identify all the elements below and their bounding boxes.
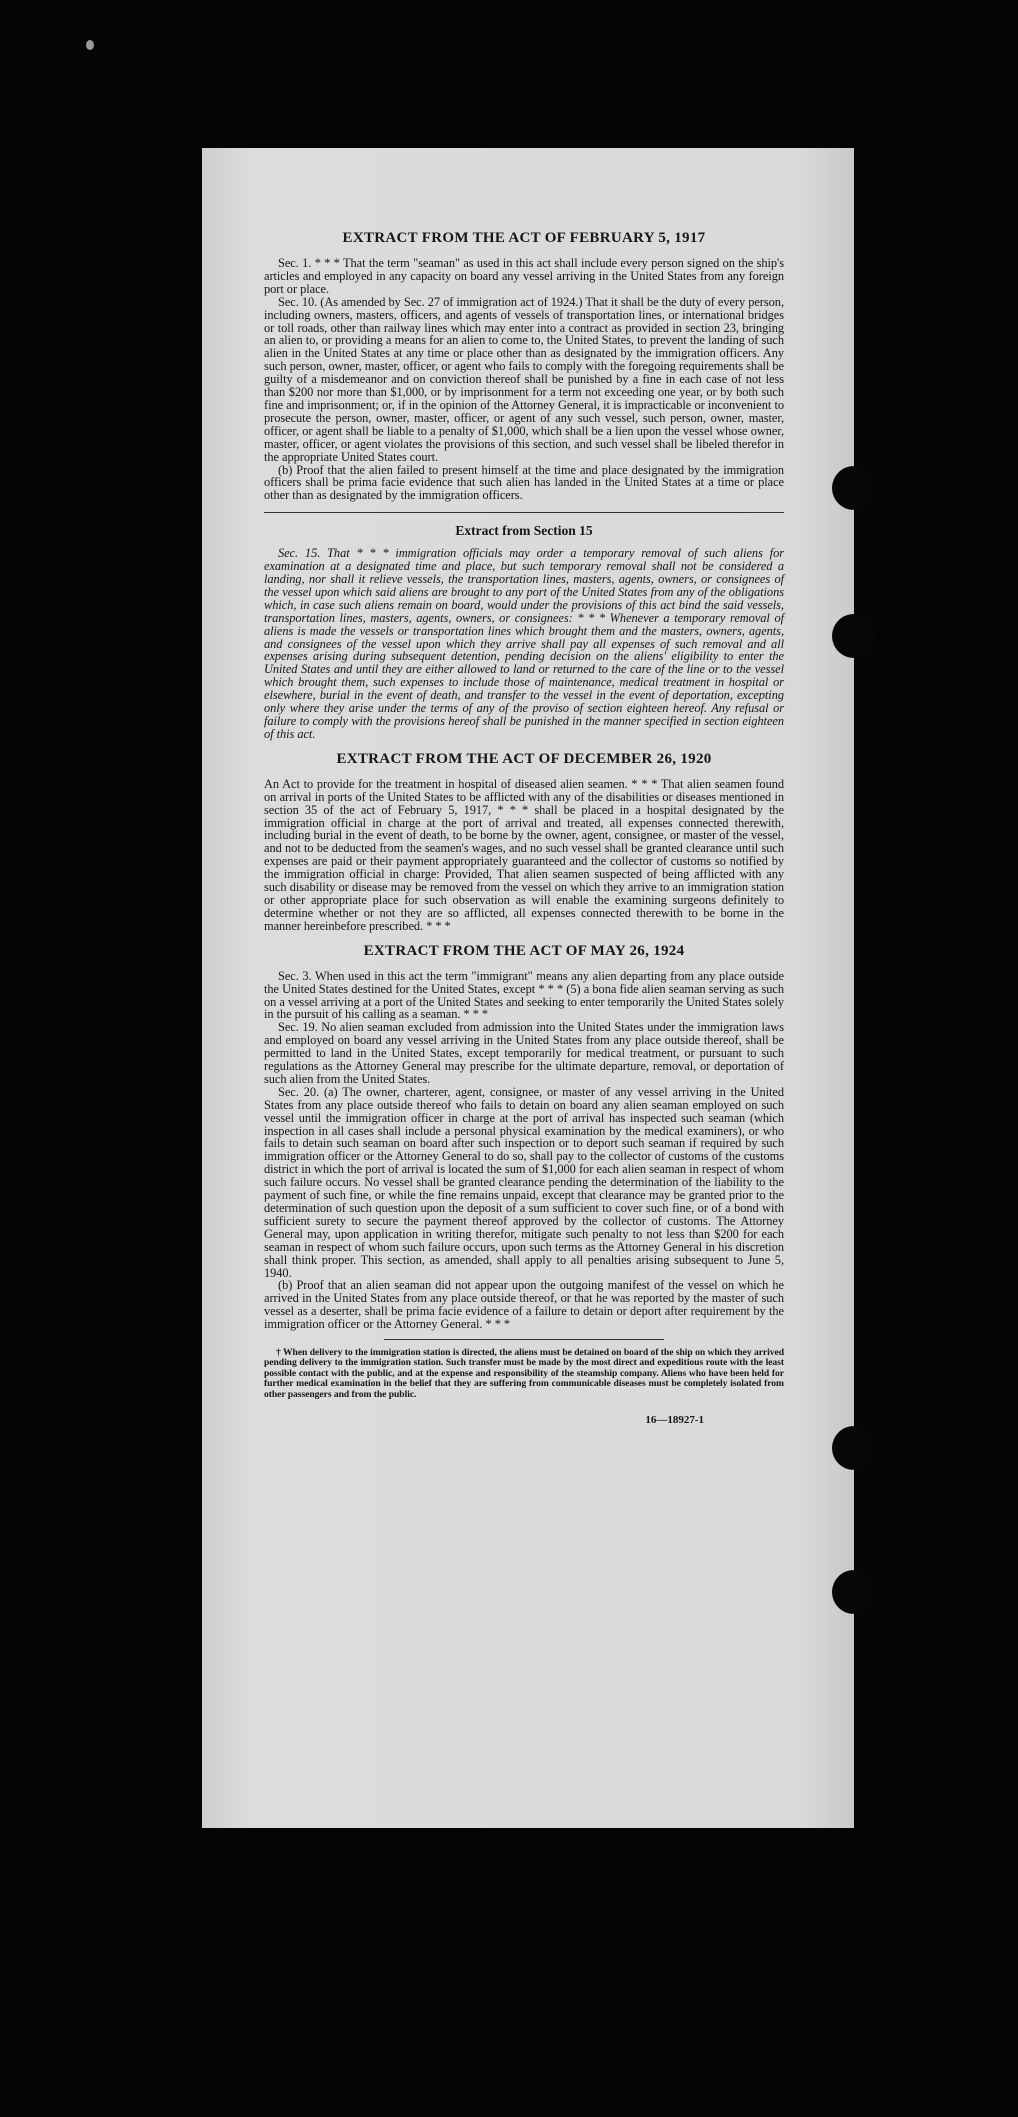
heading-section-15: Extract from Section 15 bbox=[455, 523, 593, 539]
footnote-text: † When delivery to the immigration station is directed, the aliens must be detained on board of the ship on which they arrived pending delivery to the immigration station. Such transfer must be made by the most direct and expeditious route with the least possible contact with the public, and at the expense and responsibility of the steamship company. Aliens who have been held for further medical examination in the belief that they are suffering from communicable diseases must be completely isolated from other passengers and from the public. bbox=[264, 1347, 784, 1400]
paragraph-act-1920: An Act to provide for the treatment in hospital of diseased alien seamen. * * * That alien seamen found on arrival in ports of the United States to be afflicted with any of the disabilities or diseases mentioned in section 35 of the act of February 5, 1917, * * * shall be placed in a hospital designated by the immigration official in charge at the port of arrival and treated, all expenses connected therewith, including burial in the event of death, to be borne by the owner, agent, consignee, or master of the vessel, and not to be deducted from the seamen's wages, and no such vessel shall be granted clearance until such expenses are paid or their payment appropriately guaranteed and the collector of customs so notified by the immigration official in charge: Provided, That alien seamen suspected of being afflicted with any such disability or disease may be removed from the vessel on which they arrive to an immigration station or other appropriate place for such observation as will enable the examining surgeons definitely to determine whether or not they are so afflicted, all expenses connected therewith to be borne in the manner hereinbefore prescribed. * * * bbox=[264, 776, 784, 933]
punch-hole bbox=[832, 1426, 876, 1470]
paragraph-sec-15: Sec. 15. That * * * immigration officials may order a temporary removal of such aliens for examination at a designated time and place, but such temporary removal shall not be considered a landing, nor shall it relieve vessels, the transportation lines, masters, agents, owners, or consignees of the vessel upon which said aliens are brought to any port of the United States from any of the obligations which, in case such aliens remain on board, would under the provisions of this act bind the said vessels, transportation lines, masters, agents, owners, or consignees: * * * Whenever a temporary removal of aliens is made the vessels or transportation lines which brought them and the masters, owners, agents, and consignees of the vessel upon which they arrive shall pay all expenses of such removal and all expenses arising during subsequent detention, pending decision on the aliens' eligibility to enter the United States and until they are either allowed to land or returned to the care of the line or to the vessel which brought them, such expenses to include those of maintenance, medical treatment in hospital or elsewhere, burial in the event of death, and transfer to the vessel in the event of deportation, excepting only where they arise under the terms of any of the proviso of section eighteen hereof. Any refusal or failure to comply with the provisions hereof shall be punished in the manner specified in section eighteen of this act. bbox=[264, 546, 784, 741]
paragraph-sec-1: Sec. 1. * * * That the term "seaman" as used in this act shall include every person signed on the ship's articles and employed in any capacity on board any vessel arriving in the United States from any foreign port or place. bbox=[264, 256, 784, 296]
paragraph-sec-20-b: (b) Proof that an alien seaman did not appear upon the outgoing manifest of the vessel on which he arrived in the United States from any place outside thereof, or that he was reported by the master of such vessel as a deserter, shall be prima facie evidence of a failure to detain or deport after requirement by the immigration officer or the Attorney General. * * * bbox=[264, 1278, 784, 1332]
paragraph-sec-19: Sec. 19. No alien seaman excluded from admission into the United States under the immigration laws and employed on board any vessel arriving in the United States from any place outside thereof, shall be permitted to land in the United States, except temporarily for medical treatment, or pursuant to such regulations as the Attorney General may prescribe for the ultimate departure, removal, or deportation of such alien from the United States. bbox=[264, 1020, 784, 1086]
heading-act-1924: EXTRACT FROM THE ACT OF MAY 26, 1924 bbox=[363, 942, 685, 959]
punch-hole bbox=[832, 1570, 876, 1614]
scan-speck bbox=[86, 40, 94, 50]
form-number: 16—18927-1 bbox=[645, 1414, 704, 1427]
document-page bbox=[202, 148, 854, 1828]
paragraph-sec-10: Sec. 10. (As amended by Sec. 27 of immigration act of 1924.) That it shall be the duty of every person, including owners, masters, officers, and agents of vessels of transportation lines, or international bridges or toll roads, other than railway lines which may enter into a contract as provided in section 23, bringing an alien to, or providing a means for an alien to come to, the United States, to prevent the landing of such alien in the United States at any time or place other than as designated by the immigration officers. Any such person, owner, master, officer, or agent who fails to comply with the foregoing requirements shall be guilty of a misdemeanor and on conviction thereof shall be punished by a fine in each case of not less than $200 nor more than $1,000, or by imprisonment for a term not exceeding one year, or by both such fine and imprisonment; or, if in the opinion of the Attorney General, it is impracticable or inconvenient to prosecute the person, owner, master, officer, or agent of any such vessel, such person, owner, master, officer, or agent shall be liable to a penalty of $1,000, which shall be a lien upon the vessel whose owner, master, officer, or agent violates the provisions of this section, and such vessel shall be libeled therefor in the appropriate United States court. bbox=[264, 294, 784, 464]
paragraph-sec-20: Sec. 20. (a) The owner, charterer, agent, consignee, or master of any vessel arriving in the United States from any place outside thereof who fails to detain on board any alien seaman employed on such vessel until the immigration officer in charge at the port of arrival has inspected such seaman (which inspection in all cases shall include a personal physical examination by the medical examiners), or who fails to detain such seaman on board after such inspection or to deport such seaman if required by such immigration officer or the Attorney General to do so, shall pay to the collector of customs of the customs district in which the port of arrival is located the sum of $1,000 for each alien seaman in respect of whom such failure occurs. No vessel shall be granted clearance pending the determination of the liability to the payment of such fine, or while the fine remains unpaid, except that clearance may be granted prior to the determination of such question upon the deposit of a sum sufficient to cover such fine, or of a bond with sufficient surety to secure the payment thereof approved by the collector of customs. The Attorney General may, upon application in writing therefor, mitigate such penalty to not less than $200 for each seaman in respect of whom such failure occurs, upon such terms as the Attorney General in his discretion shall think proper. This section, as amended, shall apply to all penalties arising subsequent to June 5, 1940. bbox=[264, 1084, 784, 1280]
punch-hole bbox=[832, 466, 876, 510]
paragraph-sec-10-b: (b) Proof that the alien failed to present himself at the time and place designated by the immigration officers shall be prima facie evidence that such alien has landed in the United States at a time or place other than as designated by the immigration officers. bbox=[264, 462, 784, 503]
section-divider bbox=[264, 512, 784, 513]
heading-act-1920: EXTRACT FROM THE ACT OF DECEMBER 26, 1920 bbox=[336, 750, 712, 767]
punch-hole bbox=[832, 614, 876, 658]
paragraph-sec-3: Sec. 3. When used in this act the term "immigrant" means any alien departing from any place outside the United States destined for the United States, except * * * (5) a bona fide alien seaman serving as such on a vessel arriving at a port of the United States and seeking to enter temporarily the United States solely in the pursuit of his calling as a seaman. * * * bbox=[264, 968, 784, 1022]
footnote bbox=[264, 1348, 784, 1400]
heading-act-1917: EXTRACT FROM THE ACT OF FEBRUARY 5, 1917 bbox=[342, 230, 706, 246]
footnote-divider bbox=[384, 1339, 664, 1340]
